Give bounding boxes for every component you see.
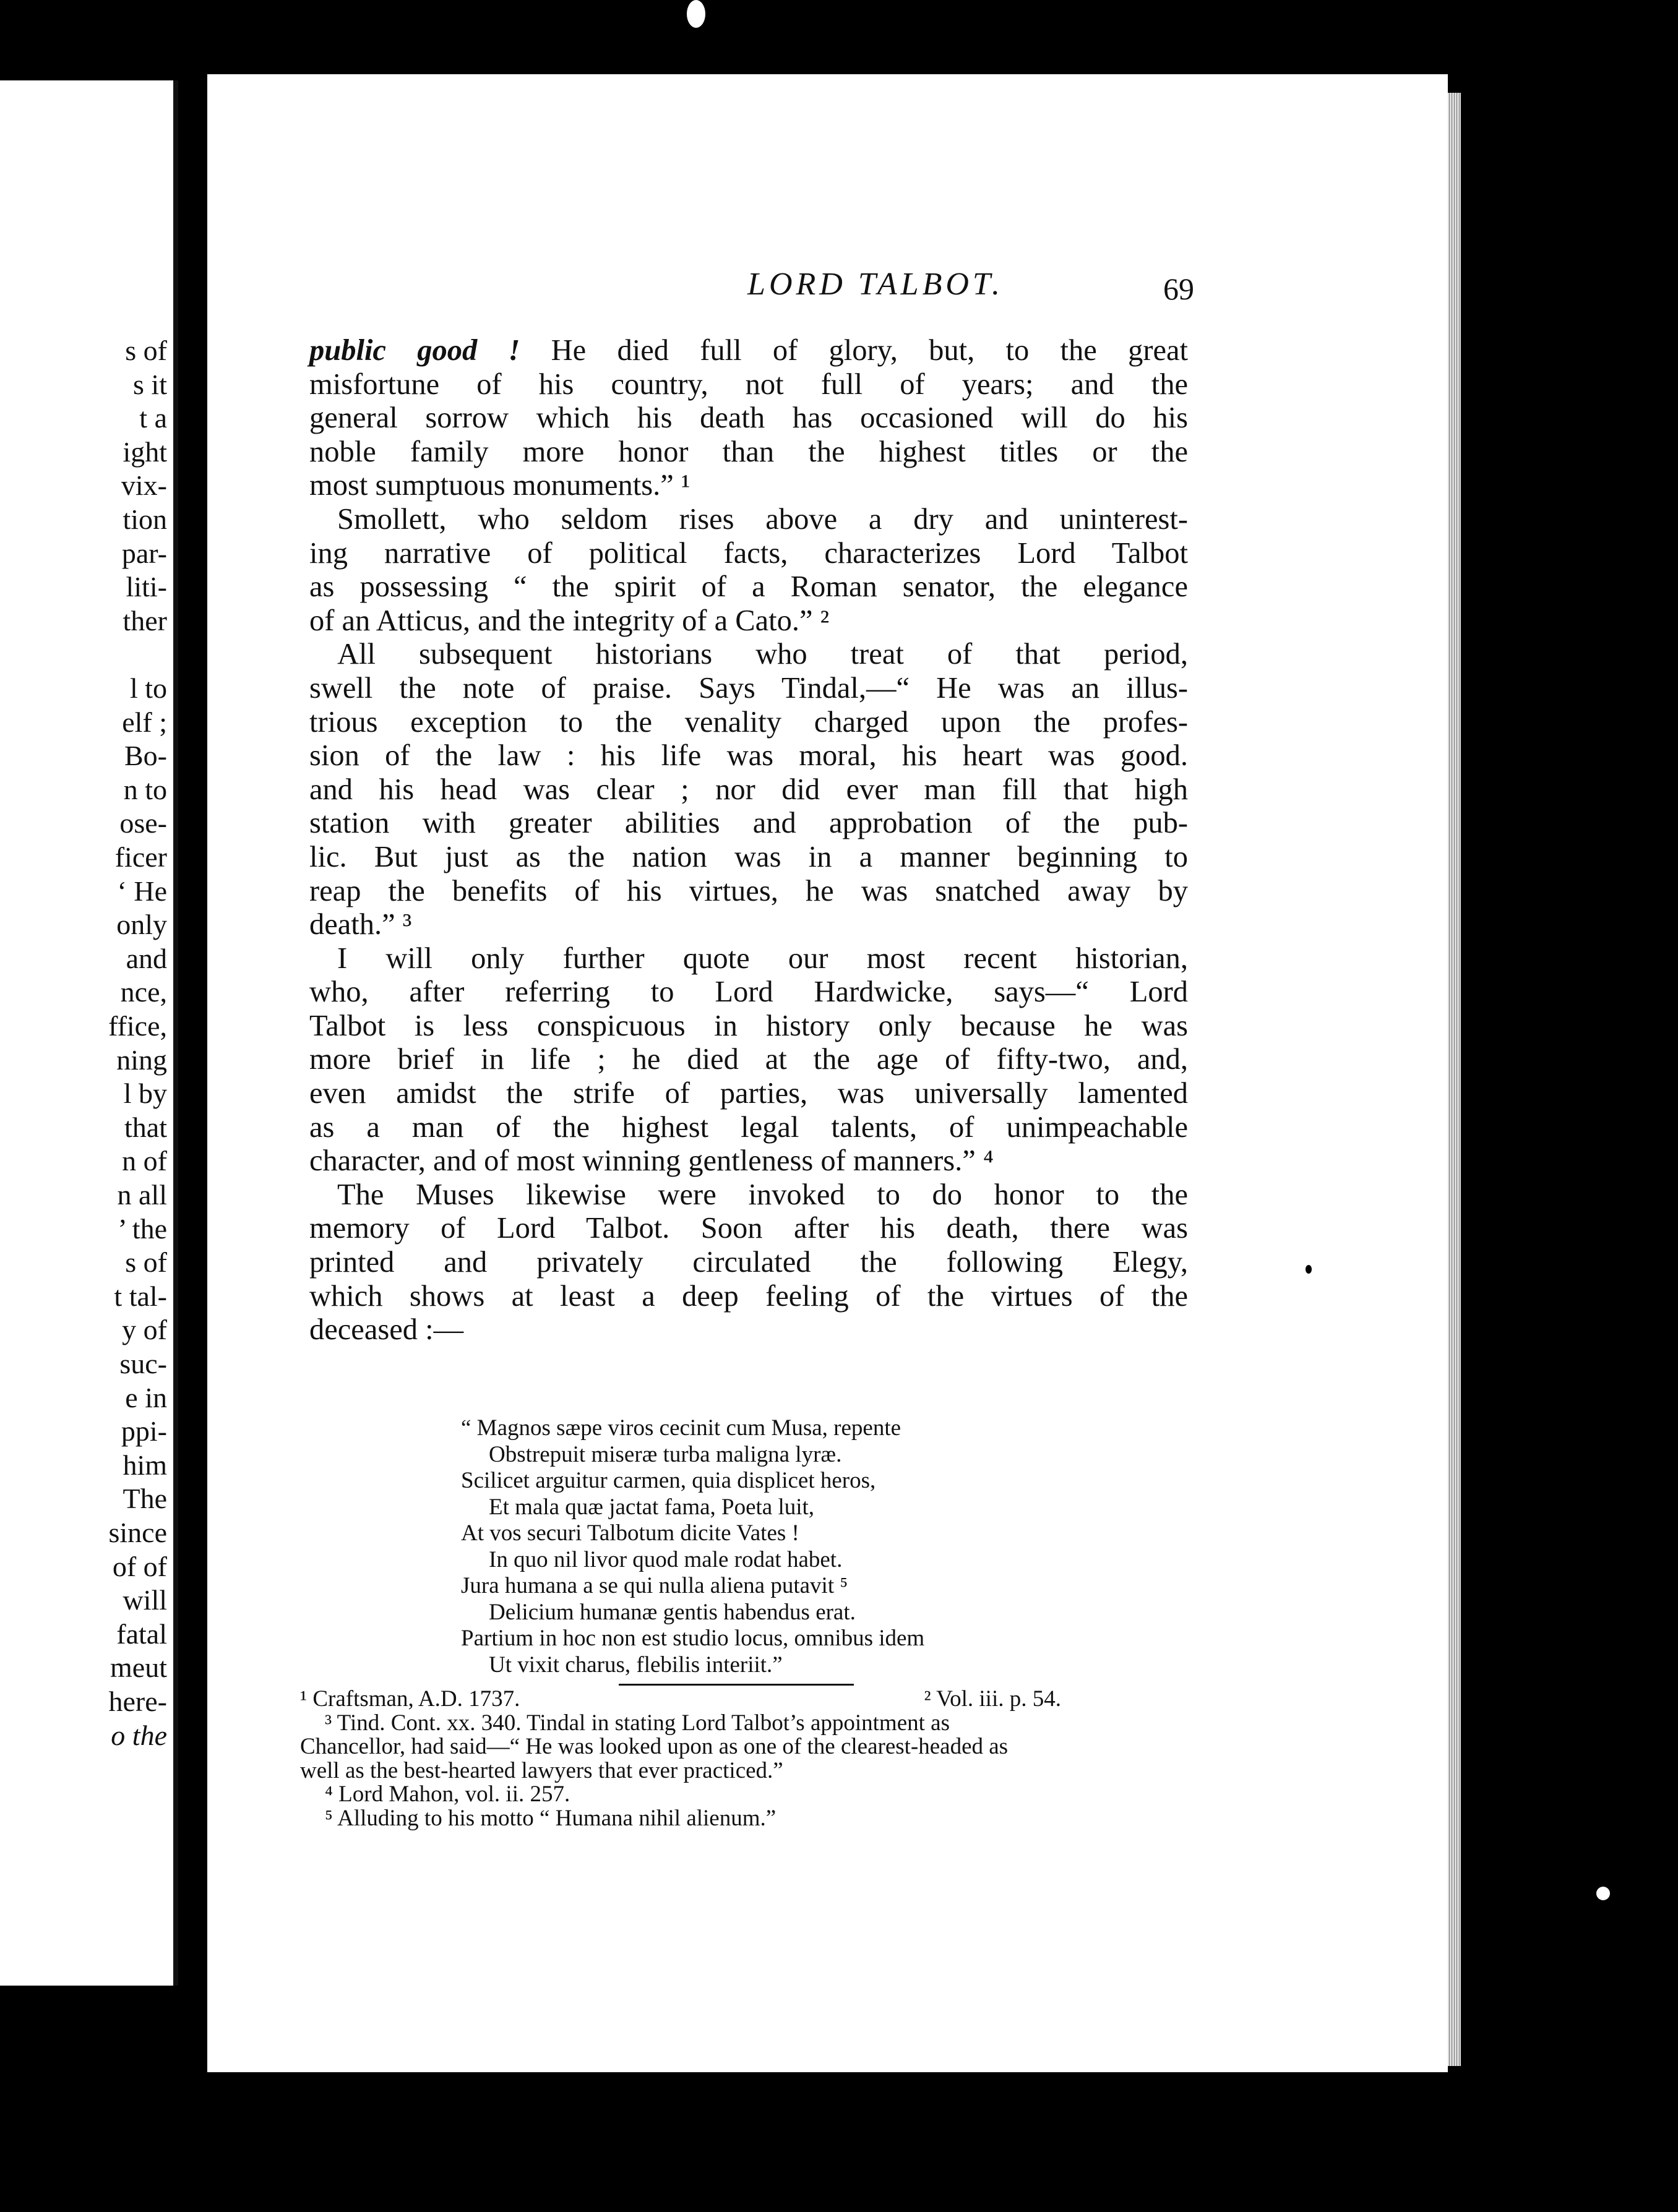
footnote-rule <box>619 1684 854 1686</box>
left-page-fragment: o the <box>111 1719 167 1751</box>
left-page-fragment: t tal- <box>114 1280 167 1312</box>
left-page-fragment: The <box>123 1483 167 1515</box>
verse-line: Ut vixit charus, flebilis interiit.” <box>489 1652 783 1678</box>
left-page-fragment: that <box>124 1111 167 1143</box>
left-page-fragment: fatal <box>116 1618 167 1650</box>
text-line: as a man of the highest legal talents, of unimpeachable <box>309 1110 1188 1144</box>
text-line: ing narrative of political facts, characterizes Lord Talbot <box>309 536 1188 570</box>
verse-line: In quo nil livor quod male rodat habet. <box>489 1546 843 1572</box>
left-page-fragment: ight <box>123 435 167 468</box>
elegy-verse <box>461 1415 1080 1678</box>
left-page-fragment: ning <box>116 1044 167 1076</box>
left-page-fragment: only <box>116 909 167 941</box>
text-line: deceased :— <box>309 1313 464 1347</box>
left-page-fragment: s of <box>125 1246 167 1279</box>
left-page-fragment: vix- <box>121 469 167 502</box>
text-line: sion of the law : his life was moral, his heart was good. <box>309 739 1188 773</box>
text-line: Talbot is less conspicuous in history only because he was <box>309 1009 1188 1042</box>
running-header: LORD TALBOT. <box>747 267 1004 302</box>
text-line: even amidst the strife of parties, was universally lamented <box>309 1077 1188 1110</box>
left-page-fragment: of of <box>112 1550 167 1582</box>
left-page-fragment: suc- <box>119 1348 167 1379</box>
left-page-fragment: here- <box>108 1686 167 1717</box>
body-text <box>309 334 1188 1347</box>
text-line: noble family more honor than the highest titles or the <box>309 435 1188 468</box>
left-page-fragment: n of <box>122 1145 167 1177</box>
left-page-fragment: ffice, <box>108 1010 167 1042</box>
verse-line: Jura humana a se qui nulla aliena putavit ⁵ <box>461 1573 848 1598</box>
text-line: All subsequent historians who treat of that period, <box>337 638 1188 671</box>
footnote: Chancellor, had said—“ He was looked upon as one of the clearest-headed as <box>300 1734 1009 1759</box>
verse-line: At vos securi Talbotum dicite Vates ! <box>461 1520 799 1546</box>
verse-line: Et mala quæ jactat fama, Poeta luit, <box>489 1494 815 1520</box>
left-page-fragment: ’ the <box>118 1212 167 1245</box>
text-line: more brief in life ; he died at the age of fifty-two, and, <box>309 1043 1188 1076</box>
footnote: ⁴ Lord Mahon, vol. ii. 257. <box>325 1781 570 1807</box>
scan-speck <box>687 0 705 28</box>
page-number: 69 <box>1163 272 1194 306</box>
text-line: character, and of most winning gentleness of manners.” ⁴ <box>309 1144 994 1178</box>
text-line: trious exception to the venality charged upon the profes- <box>309 705 1188 739</box>
left-page-fragment: him <box>123 1449 167 1481</box>
text-line: reap the benefits of his virtues, he was snatched away by <box>309 874 1188 907</box>
text-line: most sumptuous monuments.” ¹ <box>309 469 691 502</box>
left-page-fragment: will <box>123 1584 167 1616</box>
footnote: well as the best-hearted lawyers that ever practiced.” <box>300 1757 783 1783</box>
left-page-fragment: s of <box>125 335 167 366</box>
text-line: who, after referring to Lord Hardwicke, says—“ Lord <box>309 975 1188 1009</box>
footnote: ¹ Craftsman, A.D. 1737. <box>300 1686 520 1712</box>
text-line: The Muses likewise were invoked to do honor to the <box>337 1178 1188 1211</box>
left-page-fragment: e in <box>125 1381 167 1413</box>
left-page-fragment: ppi- <box>121 1415 167 1447</box>
left-page-fragment: t a <box>139 402 167 434</box>
text-line: I will only further quote our most recent historian, <box>337 941 1188 975</box>
left-page-fragment: ose- <box>119 807 167 839</box>
left-page-fragment: n to <box>123 773 167 805</box>
left-page-fragment: ‘ He <box>117 875 167 907</box>
text-line: as possessing “ the spirit of a Roman senator, the elegance <box>309 570 1188 604</box>
text-line: printed and privately circulated the following Elegy, <box>309 1246 1188 1279</box>
verse-line: “ Magnos sæpe viros cecinit cum Musa, repente <box>461 1415 901 1441</box>
text-line: and his head was clear ; nor did ever man fill that high <box>309 773 1188 806</box>
left-page-fragment: and <box>126 942 167 974</box>
text-line: misfortune of his country, not full of years; and the <box>309 367 1188 401</box>
scan-speck <box>1596 1887 1610 1900</box>
text-line: public good ! He died full of glory, but, to the great <box>309 334 1188 367</box>
italic-phrase: public good ! <box>309 334 520 367</box>
text-line: station with greater abilities and approbation of the pub- <box>309 807 1188 840</box>
footnote-row <box>300 1687 1179 1712</box>
left-page-fragment: l to <box>129 672 167 704</box>
scan-speck <box>1306 1265 1312 1274</box>
footnote: ⁵ Alluding to his motto “ Humana nihil alienum.” <box>325 1805 777 1831</box>
text-line: swell the note of praise. Says Tindal,—“ He was an illus- <box>309 671 1188 705</box>
left-facing-page <box>0 80 178 1986</box>
left-page-fragment: tion <box>123 504 167 535</box>
text-line: which shows at least a deep feeling of the virtues of the <box>309 1279 1188 1313</box>
text-line: death.” ³ <box>309 908 412 941</box>
verse-line: Partium in hoc non est studio locus, omnibus idem <box>461 1626 925 1651</box>
left-page-fragment: Bo- <box>124 740 167 772</box>
left-page-fragment: y of <box>122 1314 167 1346</box>
left-page-fragment: liti- <box>126 571 167 603</box>
left-page-fragment: par- <box>121 537 167 569</box>
left-page-fragment: elf ; <box>122 706 167 738</box>
verse-line: Scilicet arguitur carmen, quia displicet heros, <box>461 1468 876 1493</box>
left-page-fragment: nce, <box>120 976 167 1008</box>
footnotes <box>300 1687 1179 1830</box>
footnote: ³ Tind. Cont. xx. 340. Tindal in stating Lord Talbot’s appointment as <box>325 1710 950 1736</box>
book-page <box>207 74 1448 2072</box>
left-page-fragment: s it <box>133 368 167 400</box>
left-page-fragment: n all <box>117 1179 167 1211</box>
text-line: lic. But just as the nation was in a manner beginning to <box>309 840 1188 873</box>
text-line: memory of Lord Talbot. Soon after his death, there was <box>309 1212 1188 1245</box>
footnote: ² Vol. iii. p. 54. <box>924 1686 1061 1712</box>
text-line: of an Atticus, and the integrity of a Cato.” ² <box>309 604 830 637</box>
verse-line: Obstrepuit miseræ turba maligna lyræ. <box>489 1441 842 1467</box>
left-page-fragment: since <box>108 1517 167 1548</box>
text-line: Smollett, who seldom rises above a dry and uninterest- <box>337 502 1188 536</box>
left-page-fragment: meut <box>110 1652 167 1684</box>
left-page-fragment: ther <box>123 604 167 637</box>
verse-line: Delicium humanæ gentis habendus erat. <box>489 1599 856 1625</box>
left-page-fragment: ficer <box>114 841 167 873</box>
text-line: general sorrow which his death has occasioned will do his <box>309 401 1188 435</box>
left-page-fragment: l by <box>123 1078 167 1110</box>
